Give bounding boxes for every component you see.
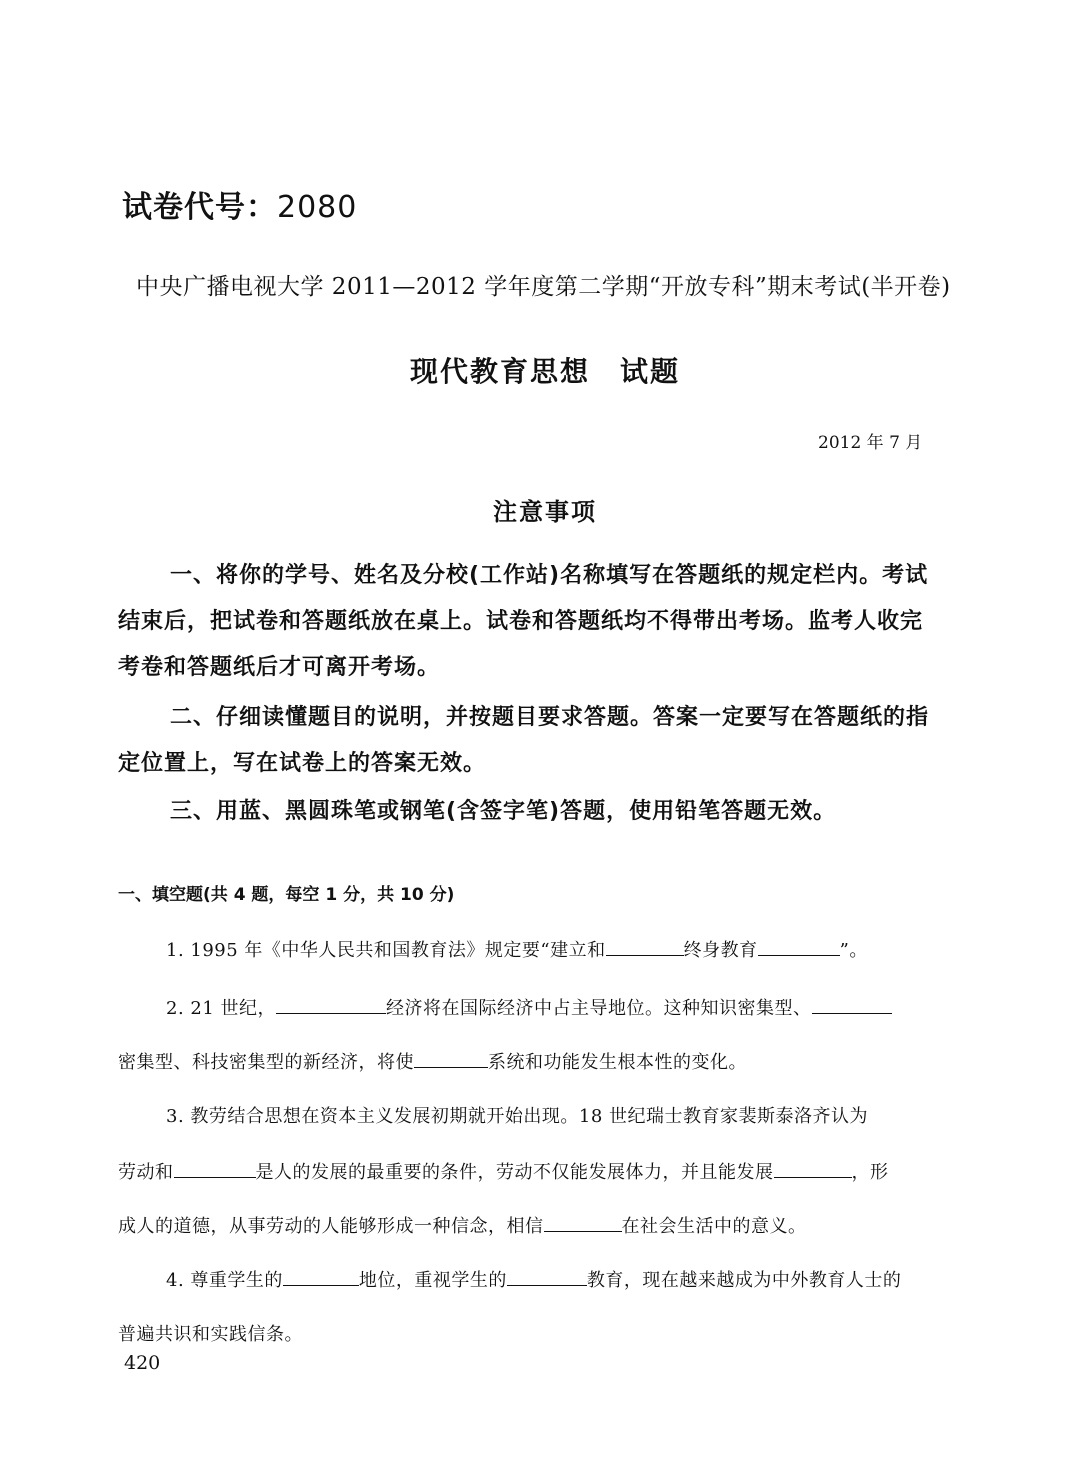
question-text: 是人的发展的最重要的条件，劳动不仅能发展体力，并且能发展 — [255, 1162, 774, 1183]
answer-blank — [774, 1159, 852, 1178]
question-text: 密集型、科技密集型的新经济，将使 — [118, 1052, 414, 1073]
page-number: 420 — [124, 1352, 161, 1374]
question-text: 4. 尊重学生的 — [166, 1270, 283, 1291]
notice-line: 考卷和答题纸后才可离开考场。 — [118, 655, 441, 680]
question-text: 系统和功能发生根本性的变化。 — [488, 1052, 747, 1073]
question-text: 普遍共识和实践信条。 — [118, 1324, 303, 1345]
question-text: 劳动和 — [118, 1162, 174, 1183]
paper-code-label: 试卷代号： — [122, 190, 277, 225]
question-3 — [166, 1102, 868, 1128]
question-text: ，形 — [851, 1162, 889, 1183]
question-text: ”。 — [839, 940, 868, 961]
question-text: 经济将在国际经济中占主导地位。这种知识密集型、 — [386, 998, 812, 1019]
question-text: 终身教育 — [683, 940, 758, 961]
answer-blank — [174, 1159, 256, 1178]
paper-code-value: 2080 — [277, 190, 358, 225]
exam-date: 2012 年 7 月 — [818, 433, 923, 453]
question-text: 在社会生活中的意义。 — [621, 1216, 807, 1237]
question-3-cont2 — [118, 1212, 807, 1238]
question-text: 成人的道德，从事劳动的人能够形成一种信念，相信 — [118, 1216, 544, 1237]
notice-line: 定位置上，写在试卷上的答案无效。 — [118, 751, 487, 776]
question-text: 教育，现在越来越成为中外教育人士的 — [586, 1270, 902, 1291]
answer-blank — [507, 1267, 587, 1286]
answer-blank — [812, 995, 892, 1014]
answer-blank — [544, 1213, 622, 1232]
question-1 — [166, 936, 868, 962]
question-3-cont — [118, 1158, 889, 1184]
question-text: 1. 1995 年《中华人民共和国教育法》规定要“建立和 — [166, 940, 606, 961]
answer-blank — [414, 1049, 488, 1068]
question-2-cont — [118, 1048, 747, 1074]
question-text: 2. 21 世纪， — [166, 998, 277, 1019]
notice-title: 注意事项 — [493, 498, 597, 526]
answer-blank — [758, 937, 840, 956]
paper-code — [122, 182, 357, 226]
question-2 — [166, 994, 892, 1020]
question-4-cont — [118, 1320, 303, 1346]
answer-blank — [283, 1267, 359, 1286]
question-4 — [166, 1266, 901, 1292]
question-text: 地位，重视学生的 — [358, 1270, 507, 1291]
exam-header: 中央广播电视大学 2011—2012 学年度第二学期“开放专科”期末考试(半开卷) — [136, 274, 951, 300]
answer-blank — [606, 937, 684, 956]
notice-line: 二、仔细读懂题目的说明，并按题目要求答题。答案一定要写在答题纸的指 — [170, 705, 930, 730]
subject-title: 现代教育思想 试题 — [409, 355, 680, 388]
notice-line: 三、用蓝、黑圆珠笔或钢笔(含签字笔)答题，使用铅笔答题无效。 — [170, 799, 837, 824]
section-title: 一、填空题(共 4 题，每空 1 分，共 10 分) — [118, 885, 455, 905]
notice-line: 一、将你的学号、姓名及分校(工作站)名称填写在答题纸的规定栏内。考试 — [170, 563, 929, 588]
question-text: 3. 教劳结合思想在资本主义发展初期就开始出现。18 世纪瑞士教育家裴斯泰洛齐认为 — [166, 1106, 869, 1127]
answer-blank — [276, 995, 386, 1014]
notice-line: 结束后，把试卷和答题纸放在桌上。试卷和答题纸均不得带出考场。监考人收完 — [118, 609, 924, 634]
